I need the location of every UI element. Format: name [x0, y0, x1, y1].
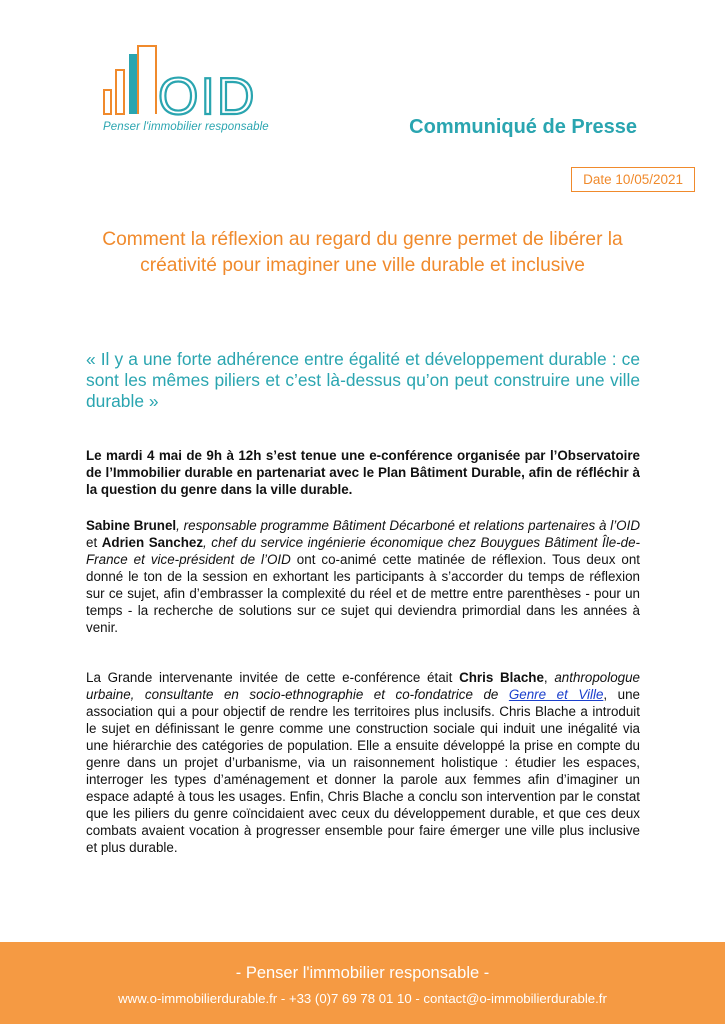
footer-contact: www.o-immobilierdurable.fr - +33 (0)7 69 78 01 10 - contact@o-immobilierdurable.fr	[118, 991, 607, 1006]
speaker-name: Sabine Brunel	[86, 518, 177, 533]
pull-quote: « Il y a une forte adhérence entre égalité et développement durable : ce sont les mêmes piliers et c’est là-dessus qu’on peut construire une ville durable »	[86, 349, 640, 411]
paragraph-text: La Grande intervenante invitée de cette e-conférence était	[86, 670, 460, 685]
paragraph-text: , une association qui a pour objectif de rendre les territoires plus inclusifs. Chris Blache a introduit le sujet en définissant le genre comme une construction sociale qui induit une inégalité via une hiérarchie des catégories de population. Elle a ensuite développé la prise en compte du genre dans un projet d’urbanisme, via un raisonnement holistique : étudier les espaces, interroger les types d’aménagement et donner la parole aux femmes afin d’imaginer un espace adapté à tous les usages. Enfin, Chris Blache a conclu son intervention par le constat que les piliers du genre coïncidaient avec ceux du développement durable, et que ces deux combats avaient vocation à progresser ensemble pour faire émerger une ville plus inclusive et plus durable.	[86, 687, 640, 855]
speakers-paragraph	[86, 517, 640, 636]
speaker-role: , responsable programme Bâtiment Décarboné et relations partenaires à l’OID	[176, 518, 640, 533]
guest-role: anthropologue urbaine, consultante en socio-ethnographie et co-fondatrice de	[86, 670, 640, 702]
logo-brand: OID	[158, 68, 257, 126]
footer-banner	[0, 942, 725, 1024]
speaker-role: , chef du service ingénierie économique chez Bouygues Bâtiment Île-de-France et vice-président de l’OID	[86, 535, 640, 567]
buildings-icon	[104, 46, 156, 114]
article-headline: Comment la réflexion au regard du genre permet de libérer la créativité pour imaginer une ville durable et inclusive	[102, 229, 623, 276]
speaker-name: Adrien Sanchez	[101, 535, 204, 550]
guest-paragraph: La Grande intervenante invitée de cette e-conférence était Chris Blache, anthropologue urbaine, consultante en socio-ethnographie et co-fondatrice de Genre et Ville, une association qui a pour objectif de rendre les territoires plus inclusifs. Chris Blache a introduit le sujet en définissant le genre comme une construction sociale qui induit une inégalité via une hiérarchie des catégories de population. Elle a ensuite développé la prise en compte du genre dans un projet d’urbanisme, via un raisonnement holistique : étudier les espaces, interroger les types d’aménagement et donner la parole aux femmes afin d’imaginer un espace adapté à tous les usages. Enfin, Chris Blache a conclu son intervention par le constat que les piliers du genre coïncidaient avec ceux du développement durable, et que ces deux combats avaient vocation à progresser ensemble pour faire émerger une ville plus inclusive et plus durable.	[86, 670, 640, 855]
connector-text: et	[86, 535, 102, 550]
genre-et-ville-link[interactable]: Genre et Ville	[508, 687, 604, 702]
guest-name: Chris Blache	[459, 670, 544, 685]
footer-tagline: - Penser l'immobilier responsable -	[235, 964, 490, 982]
press-release-title: Communiqué de Presse	[409, 116, 637, 138]
date-badge: Date 10/05/2021	[571, 167, 695, 192]
logo-tagline: Penser l'immobilier responsable	[103, 121, 269, 133]
intro-paragraph: Le mardi 4 mai de 9h à 12h s’est tenue une e-conférence organisée par l’Observatoire de l’Immobilier durable en partenariat avec le Plan Bâtiment Durable, afin de réfléchir à la question du genre dans la ville durable.	[86, 448, 640, 497]
paragraph-text: ont co-animé cette matinée de réflexion. Tous deux ont donné le ton de la session en exhortant les participants à s’accorder du temps de réflexion sur ce sujet, afin d’embrasser la complexité du réel et de mettre entre parenthèses - pour un temps - la recherche de solutions sur ce sujet qui deviendra primordial dans les années à venir.	[86, 552, 640, 635]
